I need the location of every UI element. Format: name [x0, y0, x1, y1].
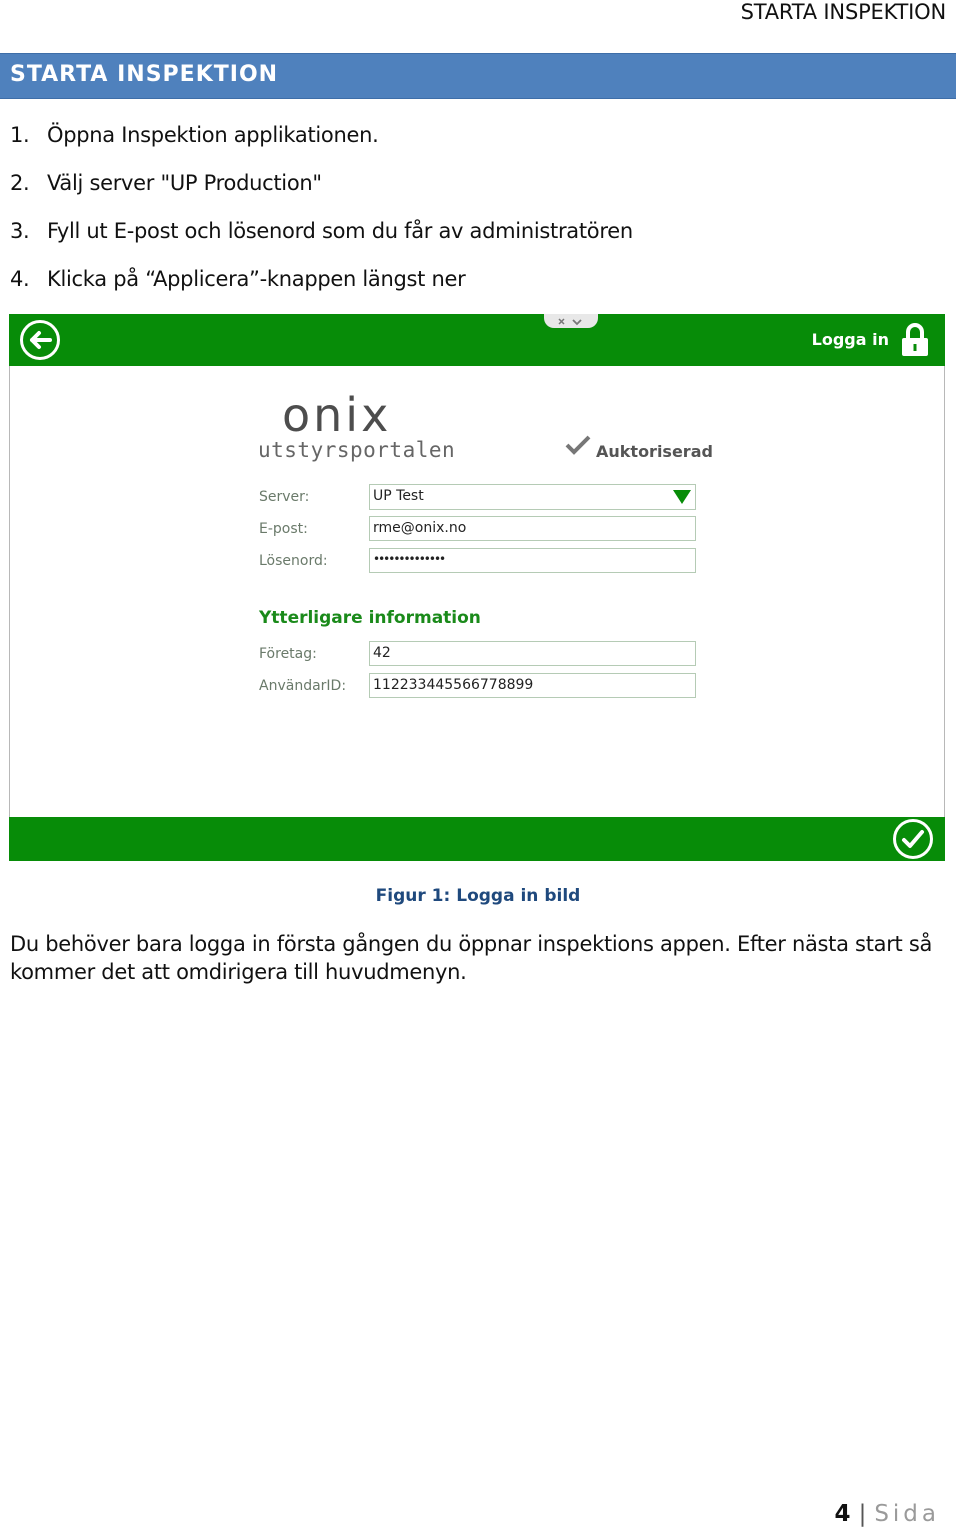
check-circle-icon — [896, 822, 930, 856]
email-label: E-post: — [259, 521, 308, 537]
dropdown-triangle-icon — [673, 490, 691, 504]
company-label: Företag: — [259, 646, 317, 662]
authorized-status: Auktoriserad — [596, 442, 713, 461]
lock-icon — [901, 323, 929, 357]
step-item: 4. Klicka på “Applicera”-knappen längst ner — [10, 267, 466, 291]
back-button[interactable] — [20, 320, 60, 360]
password-input[interactable]: •••••••••••••• — [369, 548, 696, 573]
userid-label: AnvändarID: — [259, 678, 347, 694]
checkmark-icon — [565, 434, 591, 456]
figure-caption: Figur 1: Logga in bild — [375, 886, 581, 906]
password-label: Lösenord: — [259, 553, 328, 569]
userid-input[interactable]: 112233445566778899 — [369, 673, 696, 698]
footer-separator: | — [858, 1501, 867, 1527]
company-input[interactable]: 42 — [369, 641, 696, 666]
logo-subtitle: utstyrsportalen — [258, 438, 456, 462]
email-input[interactable]: rme@onix.no — [369, 516, 696, 541]
chevron-down-icon — [544, 315, 598, 329]
app-bottom-bar — [9, 817, 945, 861]
app-screenshot — [9, 314, 945, 861]
back-arrow-icon — [23, 323, 57, 357]
page-number: 4 — [834, 1501, 851, 1527]
section-title: STARTA INSPEKTION — [10, 62, 279, 87]
running-header: STARTA INSPEKTION — [740, 0, 946, 24]
step-item: 1. Öppna Inspektion applikationen. — [10, 123, 379, 147]
page-footer — [835, 1501, 940, 1527]
apply-button[interactable] — [893, 819, 933, 859]
extra-info-heading: Ytterligare information — [259, 608, 481, 628]
onix-logo: onix — [282, 388, 392, 442]
tab-handle[interactable] — [544, 314, 598, 328]
step-item: 2. Välj server "UP Production" — [10, 171, 322, 195]
login-label: Logga in — [811, 330, 889, 349]
page-word: Sida — [874, 1501, 940, 1527]
body-paragraph: Du behöver bara logga in första gången du öppnar inspektions appen. Efter nästa start så kommer det att omdirigera till huvudmenyn. — [10, 932, 933, 984]
section-heading-bar — [0, 53, 956, 99]
step-item: 3. Fyll ut E-post och lösenord som du får av administratören — [10, 219, 633, 243]
server-label: Server: — [259, 489, 310, 505]
app-top-bar — [9, 314, 945, 366]
step-list — [10, 120, 633, 312]
server-select[interactable]: UP Test — [369, 484, 696, 510]
